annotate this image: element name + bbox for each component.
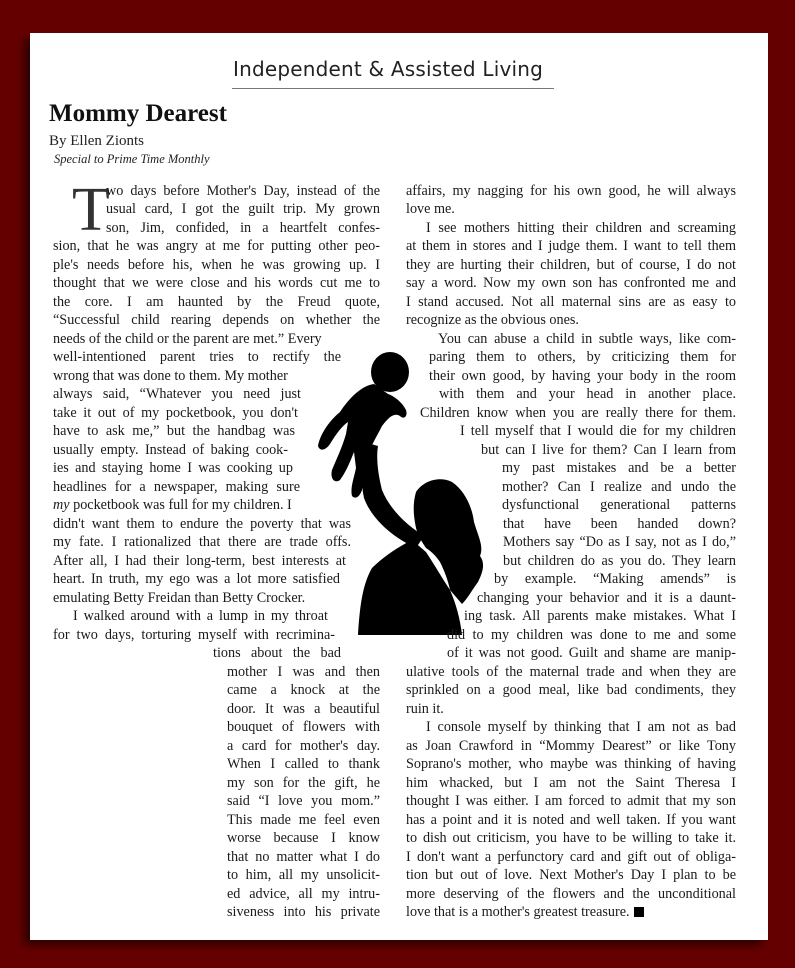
article-text-line: have to ask me,” but the handbag was: [53, 423, 295, 439]
article-text-line: ing task. All parents make mistakes. What I: [464, 608, 736, 624]
article-text-line: When I called to thank: [227, 756, 380, 772]
article-text-line: You can abuse a child in subtle ways, like com-: [438, 331, 736, 347]
article-text-line: Mothers say “Do as I say, not as I do,”: [503, 534, 736, 550]
article-text-line: but can I live for them? Can I learn from: [481, 442, 736, 458]
article-text-line: didn't want them to endure the poverty that was: [53, 516, 351, 532]
article-text-line: has a point and it is noted and well taken. If you want: [406, 812, 736, 828]
article-text-line: ies and staying home I was cooking up: [53, 460, 293, 476]
article-text-line: ruin it.: [406, 701, 444, 717]
section-header: Independent & Assisted Living: [233, 57, 544, 81]
article-text-line: sprinkled on a good meal, like bad condiments, they: [406, 682, 736, 698]
article-text-line: but children do as you do. They learn: [503, 553, 736, 569]
article-text-line: well-intentioned parent tries to rectify the: [53, 349, 341, 365]
article-text-line: usually empty. Instead of baking cook-: [53, 442, 288, 458]
article-text-line: that no matter what I do: [227, 849, 380, 865]
article-text-line: emulating Betty Freidan than Betty Crocker.: [53, 590, 306, 606]
article-text-line: needs of the child or the parent are met.” Every: [53, 331, 322, 347]
article-text-line: usual card, I got the guilt trip. My grown: [106, 201, 380, 217]
article-text-line: as Joan Crawford in “Mommy Dearest” or like Tony: [406, 738, 736, 754]
article-title: Mommy Dearest: [49, 100, 227, 127]
article-text-line: door. It was a beautiful: [227, 701, 380, 717]
article-text-line: ple's needs before his, when he was growing up. I: [53, 257, 380, 273]
article-text-line: headlines for a newspaper, making sure: [53, 479, 300, 495]
article-text-line: Soprano's mother, who maybe was thinking of having: [406, 756, 736, 772]
article-text-line: did to my children was done to me and some: [447, 627, 736, 643]
article-text-line: came a knock at the: [227, 682, 380, 698]
article-text-line: tion but out of love. Next Mother's Day I plan to be: [406, 867, 736, 883]
article-text-line: ulative tools of the maternal trade and when they are: [406, 664, 736, 680]
article-text-line: paring them to others, by criticizing them for: [429, 349, 736, 365]
article-text-line: I see mothers hitting their children and screaming: [426, 220, 736, 236]
article-text-line: thought that we were close and his words cut me to: [53, 275, 380, 291]
article-text-line: dysfunctional generational patterns: [502, 497, 736, 513]
article-text-line: they are hurting their children, but of course, I do not: [406, 257, 736, 273]
article-text-line: at them in stores and I judge them. I want to tell them: [406, 238, 736, 254]
article-text-line: I tell myself that I would die for my children: [460, 423, 736, 439]
article-credit: Special to Prime Time Monthly: [54, 152, 210, 166]
article-text-line: for two days, torturing myself with recrimina-: [53, 627, 335, 643]
article-text-line: I stand accused. Not all maternal sins are as easy to: [406, 294, 736, 310]
article-text-line: I walked around with a lump in my throat: [73, 608, 328, 624]
article-text-line: to him, all my unsolicit-: [227, 867, 380, 883]
article-text-line: to dish out criticism, you have to be willing to take it.: [406, 830, 736, 846]
drop-cap: T: [72, 176, 110, 244]
article-text-line: “Successful child rearing depends on whether the: [53, 312, 380, 328]
article-text-line: After all, I had their long-term, best interests at: [53, 553, 346, 569]
article-text-line: with them and your head in another place.: [439, 386, 736, 402]
article-text-line: I console myself by thinking that I am not as bad: [426, 719, 736, 735]
article-text-line: him whacked, but I am not the Saint Theresa I: [406, 775, 736, 791]
article-text-line: tions about the bad: [213, 645, 341, 661]
article-text-line: by example. “Making amends” is: [494, 571, 736, 587]
end-of-article-icon: [634, 907, 644, 917]
article-text-line: the core. I am haunted by the Freud quote,: [53, 294, 380, 310]
article-text-line: wrong that was done to them. My mother: [53, 368, 288, 384]
article-text-line: son, Jim, confided, in a heartfelt confes-: [106, 220, 380, 236]
article-text-line: worse because I know: [227, 830, 380, 846]
article-text-line: heart. In truth, my ego was a lot more satisfied: [53, 571, 340, 587]
article-text-line: of it was not good. Guilt and shame are manip-: [447, 645, 736, 661]
article-text-line: wo days before Mother's Day, instead of the: [106, 183, 380, 199]
article-text-line: recognize as the obvious ones.: [406, 312, 579, 328]
article-text-line: that have been handed down?: [503, 516, 736, 532]
article-text-line: my son for the gift, he: [227, 775, 380, 791]
article-text-line: more deserving of the flowers and the unconditional: [406, 886, 736, 902]
article-text-line: This made me feel even: [227, 812, 380, 828]
article-text-line: my pocketbook was full for my children. I: [53, 497, 292, 513]
article-text-line: my past mistakes and be a better: [502, 460, 736, 476]
article-text-line: always said, “Whatever you need just: [53, 386, 301, 402]
article-text-line: said “I love you mom.”: [227, 793, 380, 809]
section-header-rule: [232, 88, 554, 89]
article-text-line: mother I was and then: [227, 664, 380, 680]
article-byline: By Ellen Zionts: [49, 133, 144, 149]
article-text-line: ed advice, all my intru-: [227, 886, 380, 902]
article-text-line: I don't want a perfunctory card and gift out of obliga-: [406, 849, 736, 865]
article-text-line: thought I was either. I am forced to admit that my son: [406, 793, 736, 809]
article-text-line: take it out of my pocketbook, you don't: [53, 405, 298, 421]
article-text-line: mother? Can I realize and undo the: [502, 479, 736, 495]
article-text-line: say a word. Now my own son has confronted me and: [406, 275, 736, 291]
article-text-line: my fate. I rationalized that there are trade offs.: [53, 534, 351, 550]
article-text-line: sion, that he was angry at me for putting other peo-: [53, 238, 380, 254]
article-text-line: their own good, by having your body in the room: [429, 368, 736, 384]
article-text-line: love me.: [406, 201, 455, 217]
article-text-line: changing your behavior and it is a daunt-: [477, 590, 736, 606]
article-text-line: siveness into his private: [227, 904, 380, 920]
article-text-line: bouquet of flowers with: [227, 719, 380, 735]
article-text-line: affairs, my nagging for his own good, he will always: [406, 183, 736, 199]
article-text-line: love that is a mother's greatest treasure.: [406, 903, 736, 921]
article-text-line: a card for mother's day.: [227, 738, 380, 754]
article-text-line: Children know when you are really there for them.: [420, 405, 736, 421]
